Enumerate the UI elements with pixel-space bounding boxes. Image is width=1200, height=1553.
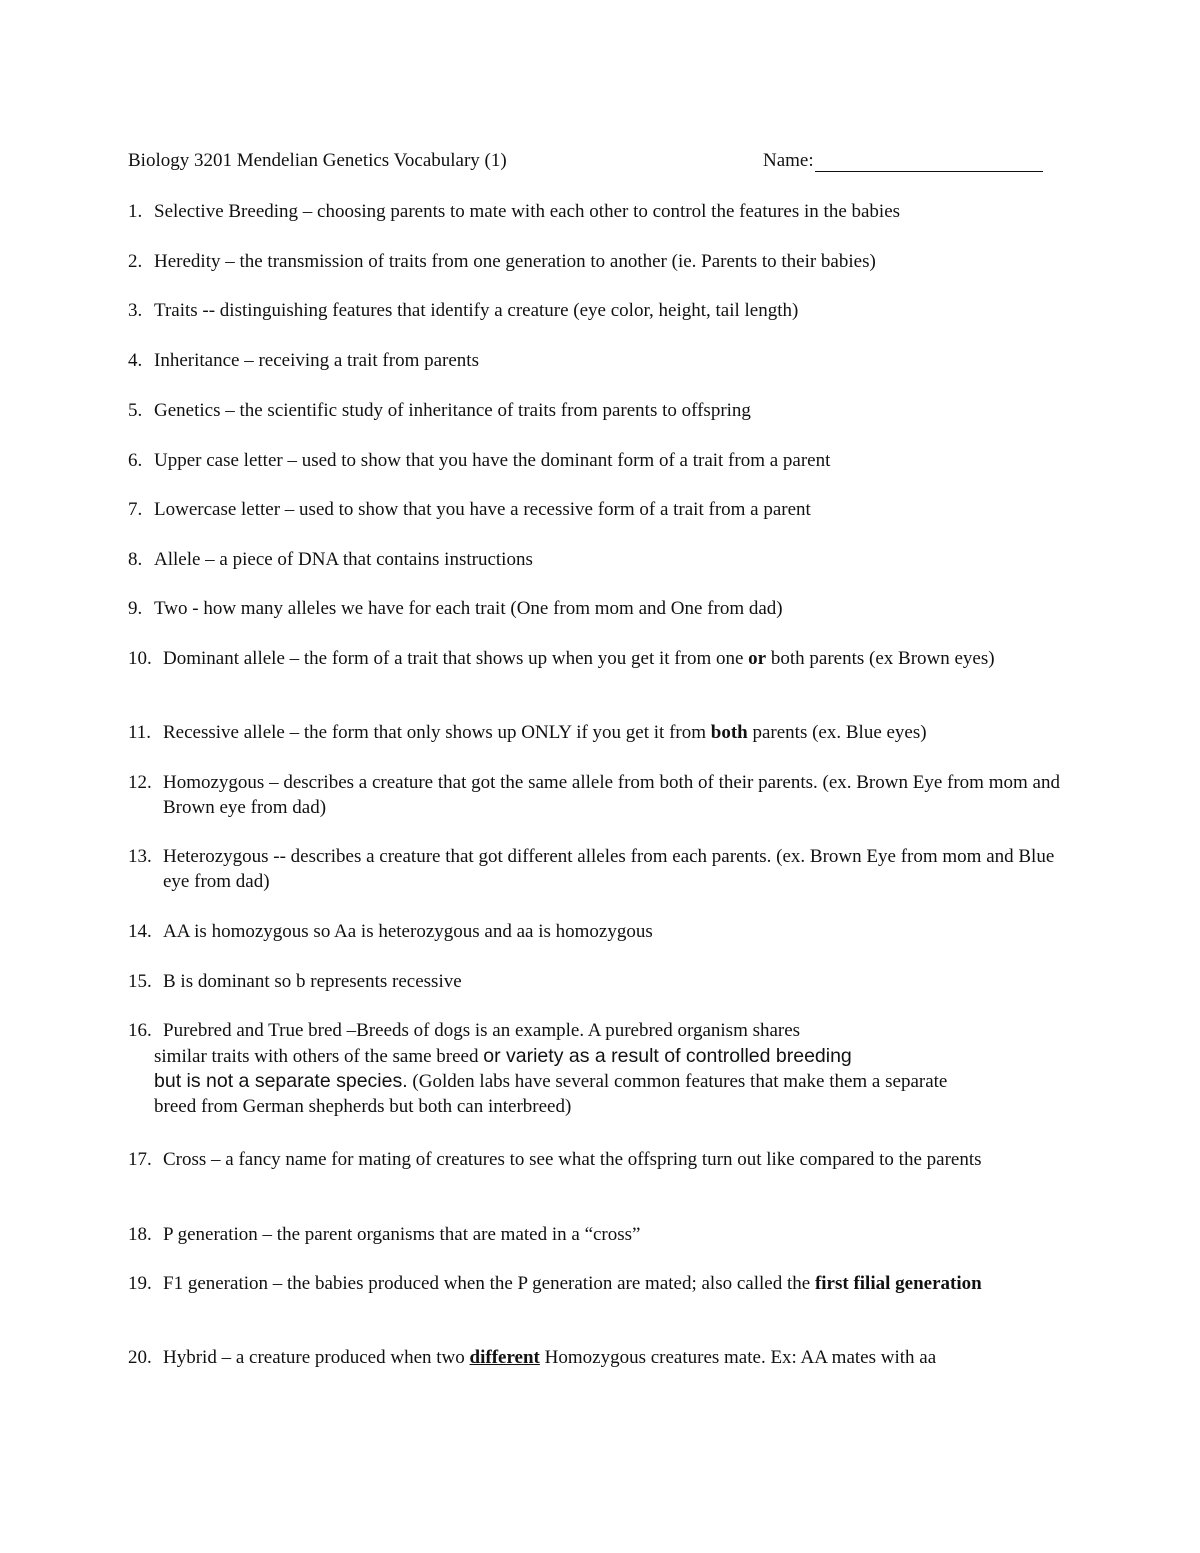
item-text: Selective Breeding – choosing parents to mate with each other to control the features in the babies xyxy=(154,201,901,222)
vocab-item-17 xyxy=(128,1148,1063,1173)
worksheet-title: Biology 3201 Mendelian Genetics Vocabulary (1) xyxy=(128,150,507,171)
vocab-item-1 xyxy=(128,200,1063,225)
vocab-item-14 xyxy=(128,920,1063,945)
bold-emphasis: or xyxy=(748,648,767,669)
item-number: 5. xyxy=(128,400,143,421)
item-text: Homozygous – describes a creature that got the same allele from both of their parents. (ex. Brown Eye from mom and Brown eye from dad) xyxy=(163,772,1060,818)
item-number: 8. xyxy=(128,549,143,570)
item-number: 18. xyxy=(128,1224,152,1245)
item-number: 3. xyxy=(128,300,143,321)
item-number: 17. xyxy=(128,1149,152,1170)
item-number: 6. xyxy=(128,450,143,471)
vocab-item-15 xyxy=(128,970,1063,995)
item-text: Lowercase letter – used to show that you have a recessive form of a trait from a parent xyxy=(154,499,811,520)
item-text: Two - how many alleles we have for each trait (One from mom and One from dad) xyxy=(154,598,783,619)
worksheet-header xyxy=(128,150,1048,180)
vocab-item-5 xyxy=(128,399,1063,424)
bold-underline-emphasis: different xyxy=(469,1347,540,1368)
item-text-continued: similar traits with others of the same breed or variety as a result of controlled breeding xyxy=(154,1044,852,1067)
item-number: 10. xyxy=(128,648,152,669)
vocab-item-16 xyxy=(128,1019,1063,1119)
item-number: 13. xyxy=(128,846,152,867)
item-number: 11. xyxy=(128,722,152,743)
name-blank-line xyxy=(815,151,1043,172)
name-label: Name: xyxy=(763,150,814,171)
item-text-continued: but is not a separate species. (Golden labs have several common features that make them a separate xyxy=(154,1070,948,1092)
item-number: 16. xyxy=(128,1020,152,1041)
vocab-item-20 xyxy=(128,1346,1063,1371)
item-text: Cross – a fancy name for mating of creatures to see what the offspring turn out like compared to the parents xyxy=(163,1149,982,1170)
item-text: P generation – the parent organisms that are mated in a “cross” xyxy=(163,1224,641,1245)
item-text: AA is homozygous so Aa is heterozygous and aa is homozygous xyxy=(163,921,653,942)
item-number: 12. xyxy=(128,772,152,793)
item-text: Upper case letter – used to show that you have the dominant form of a trait from a parent xyxy=(154,450,831,471)
item-text: Inheritance – receiving a trait from parents xyxy=(154,350,479,371)
vocab-item-12 xyxy=(128,771,1063,820)
vocab-item-7 xyxy=(128,498,1063,523)
item-text: Traits -- distinguishing features that identify a creature (eye color, height, tail length) xyxy=(154,300,799,321)
item-text: Purebred and True bred –Breeds of dogs is an example. A purebred organism shares xyxy=(163,1020,801,1041)
item-text: Dominant allele – the form of a trait that shows up when you get it from one or both parents (ex Brown eyes) xyxy=(163,648,995,669)
vocab-item-3 xyxy=(128,299,1063,324)
vocab-item-9 xyxy=(128,597,1063,622)
item-number: 15. xyxy=(128,971,152,992)
item-text: Allele – a piece of DNA that contains instructions xyxy=(154,549,533,570)
vocab-item-19 xyxy=(128,1272,1063,1297)
item-number: 20. xyxy=(128,1347,152,1368)
item-text: Heredity – the transmission of traits from one generation to another (ie. Parents to their babies) xyxy=(154,251,876,272)
bold-emphasis: first filial generation xyxy=(814,1273,982,1294)
item-number: 7. xyxy=(128,499,143,520)
vocab-item-11 xyxy=(128,721,1063,746)
item-number: 2. xyxy=(128,251,143,272)
item-text: Recessive allele – the form that only shows up ONLY if you get it from both parents (ex. Blue eyes) xyxy=(163,722,927,743)
vocab-item-6 xyxy=(128,449,1063,474)
bold-emphasis: both xyxy=(710,722,748,743)
vocab-item-13 xyxy=(128,845,1063,894)
vocab-item-8 xyxy=(128,548,1063,573)
item-number: 1. xyxy=(128,201,143,222)
item-text: B is dominant so b represents recessive xyxy=(163,971,462,992)
item-number: 14. xyxy=(128,921,152,942)
item-number: 9. xyxy=(128,598,143,619)
item-text: F1 generation – the babies produced when the P generation are mated; also called the first filial generation xyxy=(163,1273,982,1294)
vocab-item-4 xyxy=(128,349,1063,374)
vocab-item-2 xyxy=(128,250,1063,275)
vocab-item-18 xyxy=(128,1223,1063,1248)
item-text: Genetics – the scientific study of inheritance of traits from parents to offspring xyxy=(154,400,751,421)
vocab-item-10 xyxy=(128,647,1063,672)
name-field xyxy=(763,150,1043,172)
item-number: 19. xyxy=(128,1273,152,1294)
item-text: Hybrid – a creature produced when two different Homozygous creatures mate. Ex: AA mates with aa xyxy=(163,1347,937,1368)
item-text-continued: breed from German shepherds but both can interbreed) xyxy=(154,1095,572,1117)
item-text: Heterozygous -- describes a creature that got different alleles from each parents. (ex. Brown Eye from mom and Blue eye from dad) xyxy=(163,846,1055,892)
item-number: 4. xyxy=(128,350,143,371)
